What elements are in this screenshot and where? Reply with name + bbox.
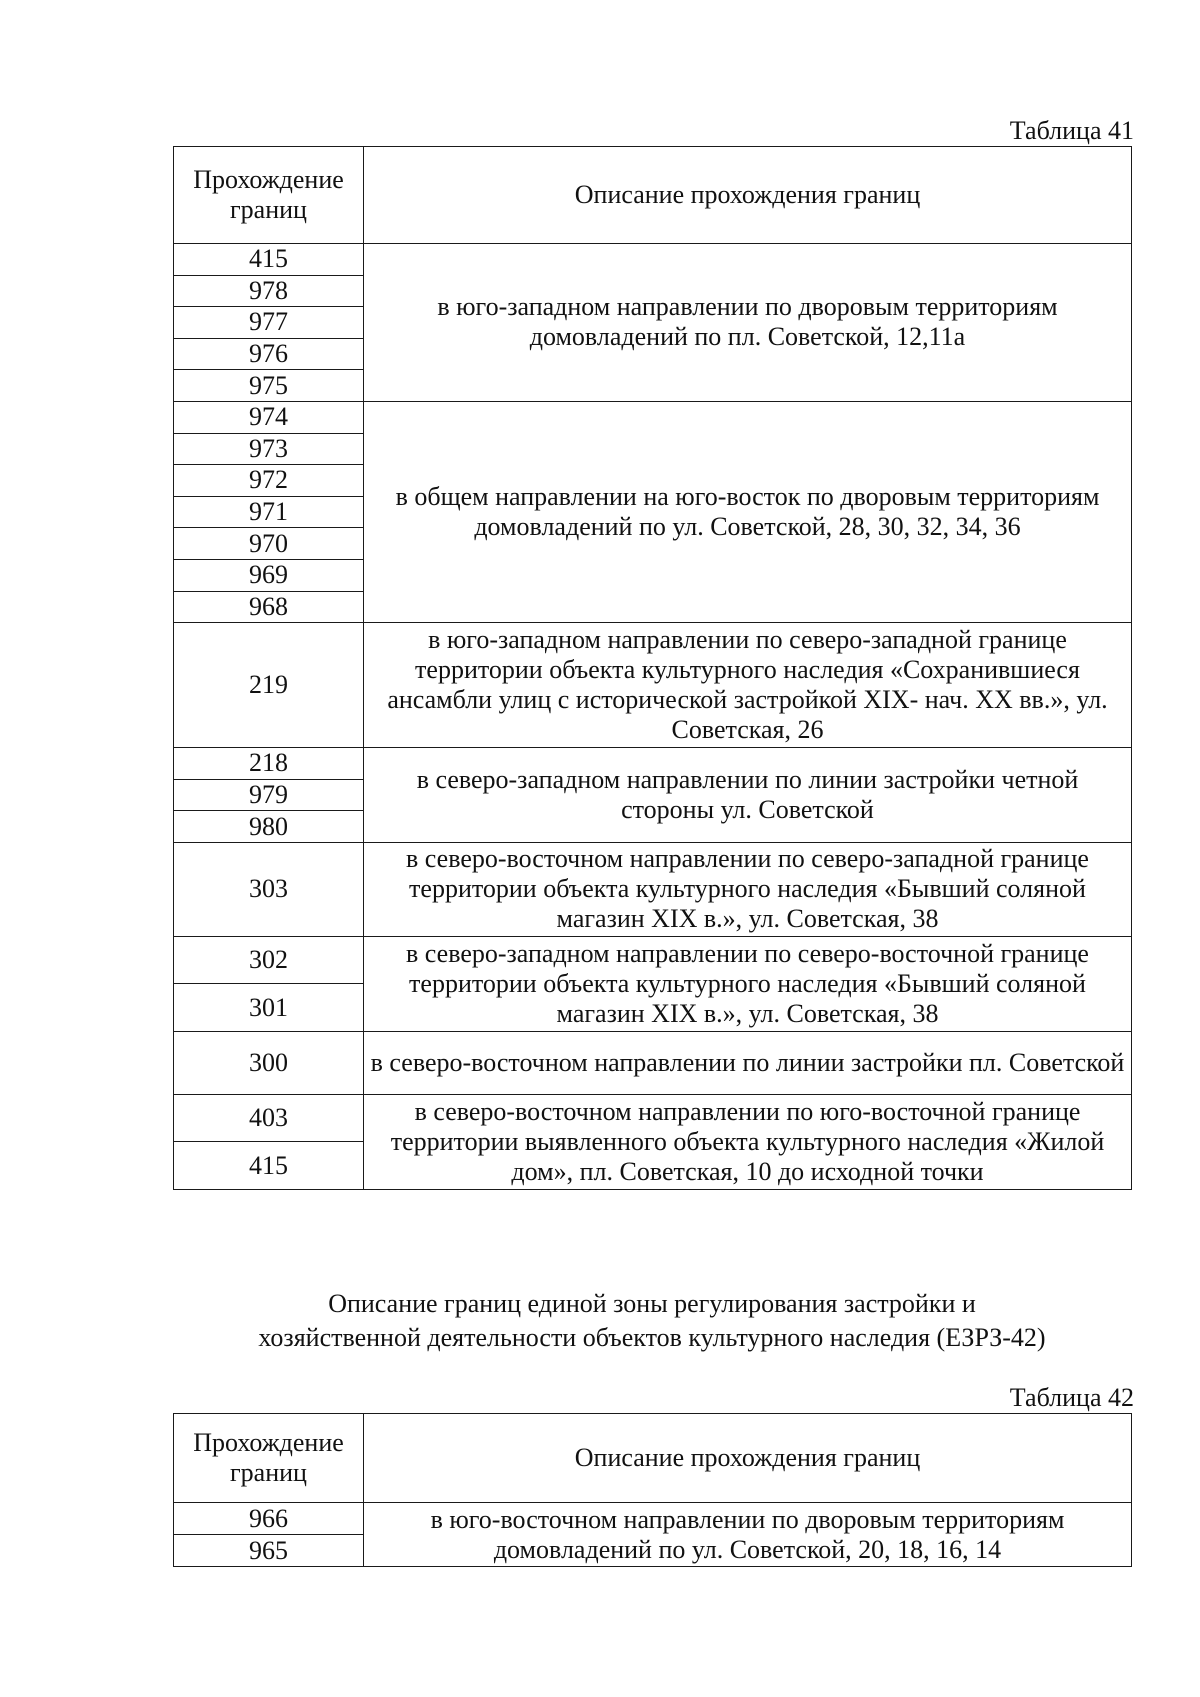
boundary-description-cell: в северо-западном направлении по линии застройки четной стороны ул. Советской (364, 748, 1132, 843)
boundary-description-cell: в юго-восточном направлении по дворовым территориям домовладений по ул. Советской, 20, 18, 16, 14 (364, 1503, 1132, 1567)
table-row (174, 623, 1132, 748)
boundary-description-cell: в северо-восточном направлении по северо-западной границе территории объекта культурного наследия «Бывший соляной магазин XIX в.», ул. Советская, 38 (364, 842, 1132, 936)
table-row (174, 244, 1132, 276)
boundary-point-cell: 403 (174, 1094, 364, 1142)
boundary-point-cell: 979 (174, 779, 364, 811)
boundary-point-cell: 218 (174, 748, 364, 780)
section-title-line-2: хозяйственной деятельности объектов культурного наследия (ЕЗРЗ-42) (258, 1323, 1046, 1352)
boundary-point-cell: 219 (174, 623, 364, 748)
table-41 (173, 146, 1132, 1190)
table-42-body (174, 1503, 1132, 1567)
table-row (174, 1031, 1132, 1094)
boundary-point-cell: 303 (174, 842, 364, 936)
boundary-point-cell: 301 (174, 984, 364, 1032)
boundary-point-cell: 973 (174, 433, 364, 465)
boundary-point-cell: 980 (174, 811, 364, 843)
table-header-row (174, 1414, 1132, 1503)
table-row (174, 748, 1132, 780)
boundary-point-cell: 972 (174, 465, 364, 497)
boundary-description-cell: в северо-восточном направлении по линии застройки пл. Советской (364, 1031, 1132, 1094)
boundary-description-cell: в северо-западном направлении по северо-восточной границе территории объекта культурного наследия «Бывший соляной магазин XIX в.», ул. Советская, 38 (364, 936, 1132, 1031)
boundary-description-cell: в юго-западном направлении по северо-западной границе территории объекта культурного наследия «Сохранившиеся ансамбли улиц с исторической застройкой XIX- нач. XX вв.», ул. Советская, 26 (364, 623, 1132, 748)
table-42-caption: Таблица 42 (1009, 1383, 1134, 1412)
header-boundary-description: Описание прохождения границ (364, 147, 1132, 244)
boundary-point-cell: 971 (174, 496, 364, 528)
boundary-point-cell: 415 (174, 1142, 364, 1190)
boundary-point-cell: 302 (174, 936, 364, 984)
header-boundary-points: Прохождение границ (174, 147, 364, 244)
boundary-point-cell: 300 (174, 1031, 364, 1094)
table-42 (173, 1413, 1132, 1567)
boundary-point-cell: 974 (174, 401, 364, 433)
table-header-row (174, 147, 1132, 244)
boundary-point-cell: 968 (174, 591, 364, 623)
boundary-point-cell: 965 (174, 1535, 364, 1567)
boundary-point-cell: 976 (174, 338, 364, 370)
table-41-body (174, 244, 1132, 1190)
header-boundary-points: Прохождение границ (174, 1414, 364, 1503)
boundary-description-cell: в общем направлении на юго-восток по дворовым территориям домовладений по ул. Советской, 28, 30, 32, 34, 36 (364, 401, 1132, 622)
boundary-description-cell: в северо-восточном направлении по юго-восточной границе территории выявленного объекта культурного наследия «Жилой дом», пл. Советская, 10 до исходной точки (364, 1094, 1132, 1189)
boundary-point-cell: 969 (174, 559, 364, 591)
boundary-point-cell: 970 (174, 528, 364, 560)
boundary-point-cell: 978 (174, 275, 364, 307)
section-title-line-1: Описание границ единой зоны регулирования застройки и (328, 1289, 976, 1318)
table-row (174, 842, 1132, 936)
boundary-point-cell: 975 (174, 370, 364, 402)
boundary-description-cell: в юго-западном направлении по дворовым территориям домовладений по пл. Советской, 12,11а (364, 244, 1132, 402)
section-title (173, 1287, 1131, 1355)
boundary-point-cell: 966 (174, 1503, 364, 1535)
boundary-point-cell: 977 (174, 307, 364, 339)
table-row (174, 1503, 1132, 1535)
table-row (174, 936, 1132, 984)
header-boundary-description: Описание прохождения границ (364, 1414, 1132, 1503)
table-row (174, 401, 1132, 433)
table-row (174, 1094, 1132, 1142)
boundary-point-cell: 415 (174, 244, 364, 276)
table-41-caption: Таблица 41 (1009, 116, 1134, 145)
